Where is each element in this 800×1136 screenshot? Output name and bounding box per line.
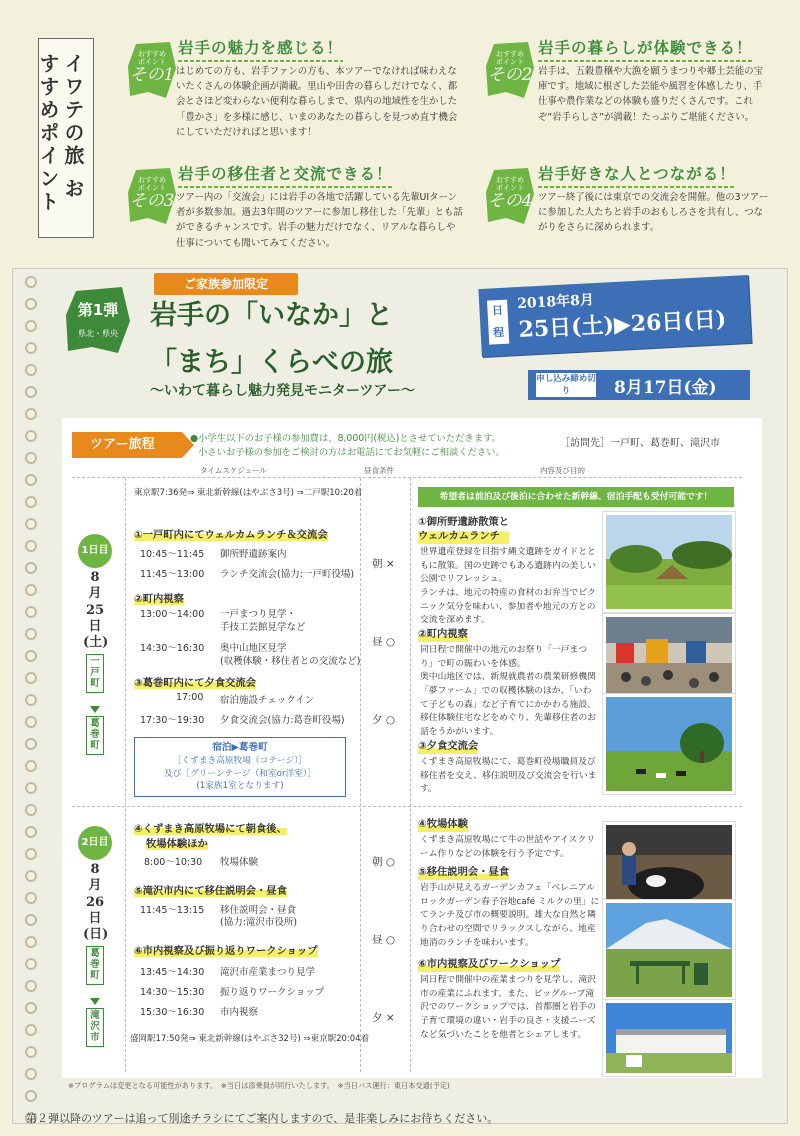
binder-ring: [25, 628, 37, 640]
photo-ruins-park: [603, 512, 735, 612]
visit-places: ［訪問先］一戸町、葛巻町、滝沢市: [560, 438, 720, 449]
content-head-6: ⑥市内視察及びワークショップ: [418, 958, 561, 970]
pasture-image: [606, 697, 732, 791]
binder-ring: [25, 716, 37, 728]
section-1: ①一戸町内にてウェルカムランチ＆交流会: [134, 526, 328, 541]
binder-ring: [25, 562, 37, 574]
content-head-2: ②町内視察: [418, 628, 468, 640]
stay-line: 及び［グリーンテージ（和室or洋室）］: [164, 768, 316, 779]
section-6: ⑥市内視察及び振り返りワークショップ: [134, 942, 318, 957]
day1-from: 一 戸 町: [86, 654, 104, 693]
badge-number: その1: [129, 65, 175, 86]
binder-ring: [25, 1002, 37, 1014]
content-body-1: 世界遺産登録を目指す縄文遺跡をガイドとともに散策。国の史跡でもある遺跡内の美しい公園でリフレッシュ。 ランチは、地元の特産の食材のお弁当でピクニック気分を味わい、参加者や地元の方との交流を深めます。: [420, 547, 596, 626]
side-title: イワテの旅 おすすめポイント: [38, 38, 94, 238]
col-schedule: タイムスケジュール: [200, 466, 267, 475]
section-3: ③葛巻町内にて夕食交流会: [134, 674, 256, 689]
binder-ring: [25, 936, 37, 948]
stay-line: ［くずまき高原牧場（コテージ）］: [172, 755, 308, 766]
price-note: [190, 432, 505, 461]
bottom-note: 第２弾以降のツアーは追って別途チラシにてご案内しますので、是非楽しみにお待ちください。: [26, 1112, 499, 1125]
col-meal: 昼食条件: [364, 466, 394, 475]
content-body-6: 同日程で開催中の産業まつりを見学し、滝沢市の産業にふれます。また、ビッグループ滝沢でのワークショップでは、首都圏と岩手の子育て環境の違い・岩手の良さ・支援ニーズなど気づいたことを他者とシェアします。: [420, 975, 597, 1040]
binder-ring: [25, 320, 37, 332]
binder-ring: [25, 804, 37, 816]
binder-ring: [25, 1024, 37, 1036]
meal-lunch: 昼 ○: [372, 934, 395, 946]
binder-ring: [25, 1046, 37, 1058]
binder-ring: [25, 738, 37, 750]
meal-breakfast: 朝 ×: [372, 558, 395, 570]
col-divider: [125, 478, 126, 1072]
day2-to: 滝 沢 市: [86, 1008, 104, 1047]
day1-date: 8 月 25 日 (土): [83, 570, 109, 650]
point-body-2: 岩手は、五穀豊穣や大漁を願うまつりや郷土芸能の宝庫です。地域に根ざした芸能や風習を体感したり、手仕事や農作業などの体験も盛りだくさんです。これぞ“岩手らしさ”が満載！たっぷりご堪能ください。: [538, 66, 764, 123]
schedule-box: [478, 275, 751, 357]
point-badge-3: [126, 166, 178, 226]
binder-ring: [25, 606, 37, 618]
binder-ring: [25, 980, 37, 992]
binder-ring: [25, 452, 37, 464]
footnote: ※プログラムは変更となる可能性があります。 ※当日は添乗員が同行いたします。 ※当日バス運行：東日本交通(予定): [68, 1081, 450, 1090]
col-divider: [360, 478, 361, 1072]
day1-badge: 1日目: [78, 534, 112, 568]
point-title-2: 岩手の暮らしが体験できる！: [538, 36, 753, 62]
badge-number: その4: [487, 191, 533, 212]
binder-ring: [25, 408, 37, 420]
binder-ring: [25, 672, 37, 684]
badge-number: その2: [487, 65, 533, 86]
green-notice: 希望者は前泊及び後泊に合わせた新幹線、宿泊手配も受付可能です！: [418, 487, 734, 507]
binder-ring: [25, 496, 37, 508]
itinerary-tag: ツアー旅程: [72, 432, 182, 458]
deadline-box: [528, 370, 750, 400]
section-4: ④くずまき高原牧場にて朝食後、: [134, 820, 287, 835]
binder-ring: [25, 782, 37, 794]
binder-ring: [25, 760, 37, 772]
binder-ring: [25, 650, 37, 662]
point-title-3: 岩手の移住者と交流できる！: [178, 162, 393, 188]
photo-pasture: [603, 694, 735, 794]
price-note-2: 小さいお子様の参加をご検討の方はお電話にてお気軽にご相談ください。: [198, 447, 505, 459]
binder-ring: [25, 364, 37, 376]
point-title-4: 岩手好きな人とつながる！: [538, 162, 736, 188]
content-head-5: ⑤移住説明会・昼食: [418, 866, 510, 878]
train-outbound: 東京駅7:36発⇒ 東北新幹線(はやぶさ3号) ⇒二戸駅10:20着: [134, 488, 363, 498]
point-body-3: ツアー内の「交流会」には岩手の各地で活躍している先輩UIターン者が多数参加。過去3年間のツアーに参加し移住した「先輩」とも話ができるチャンスです。岩手の魅力だけでなく、リアルな暮らしや仕事についても聞いてみてください。: [176, 192, 463, 249]
content-body-3: くずまき高原牧場にて、葛巻町役場職員及び移住者を交え、移住説明及び交流会を行います。: [420, 757, 597, 795]
binder-ring: [25, 914, 37, 926]
binder-ring: [25, 474, 37, 486]
section-5: ⑤滝沢市内にて移住説明会・昼食: [134, 882, 287, 897]
point-body-1: はじめての方も、岩手ファンの方も、本ツアーでなければ味わえないたくさんの体験企画が満載。里山や田舎の暮らしだけでなく、都会とさほど変わらない便利な暮らしまで、県内の地域性を生かした「豊かさ」を多様に感じ、いまのあなたの暮らしを見つめ直す機会にしていただければと思います！: [176, 66, 458, 138]
binder-ring: [25, 518, 37, 530]
meal-dinner: 夕 ×: [372, 1012, 395, 1024]
day1-to: 葛 巻 町: [86, 716, 104, 755]
point-body-4: ツアー終了後には東京での交流会を開催。他の3ツアーに参加した人たちと岩手のおもしろさを共有し、つながりをさらに深められます。: [538, 192, 769, 234]
stay-line: (1家族1室となります): [196, 781, 284, 792]
recommend-section: [0, 0, 800, 265]
content-head-4: ④牧場体験: [418, 818, 468, 830]
day-divider: [72, 806, 742, 807]
wave-badge: [64, 285, 132, 355]
content-body-5: 岩手山が見えるガーデンカフェ「ベレニアルロックガーデン春子谷地café ミルクの里」にてランチ及び市の概要説明。雄大な自然と隣り合わせの空間でリラックスしながら、地産地消のランチを味わいます。: [420, 883, 600, 948]
content-head-3: ③夕食交流会: [418, 740, 479, 752]
tour-title-2: 「まち」くらべの旅: [150, 347, 393, 378]
meal-lunch: 昼 ○: [372, 636, 395, 648]
badge-number: その3: [129, 191, 175, 212]
mountain-cafe-image: [606, 903, 732, 997]
point-badge-2: [484, 40, 536, 100]
binder-ring: [25, 276, 37, 288]
day2-date: 8 月 26 日 (日): [83, 862, 109, 942]
binder-rings: [25, 268, 39, 1124]
leaf-badge-icon: [64, 285, 132, 355]
binder-ring: [25, 342, 37, 354]
down-arrow-icon: [90, 998, 100, 1005]
binder-ring: [25, 1068, 37, 1080]
stay-title: 宿泊▶葛巻町: [212, 742, 268, 753]
date-label: 日程: [487, 300, 509, 345]
binder-ring: [25, 1090, 37, 1102]
photo-building: [603, 1000, 735, 1076]
binder-ring: [25, 826, 37, 838]
col-content: 内容及び目的: [540, 466, 585, 475]
section-2: ②町内視察: [134, 590, 184, 605]
family-tag: ご家族参加限定: [154, 273, 298, 295]
wave-number: 第1弾: [77, 301, 119, 319]
header-line: [72, 477, 742, 478]
badge-label: おすすめ ポイント: [495, 50, 525, 67]
binder-ring: [25, 694, 37, 706]
binder-ring: [25, 892, 37, 904]
deadline-label: 申し込み締め切り: [536, 374, 596, 396]
down-arrow-icon: [90, 706, 100, 713]
content-body-2: 同日程で開催中の地元のお祭り「一戸まつり」で町の賑わいを体感。 奥中山地区では、新規就農者の農業研修機関「夢ファーム」での収穫体験のほか、「いわて子どもの森」など子育てにかかわる施設、移住体験住宅などをめぐり、先輩移住者のお話をうかがいます。: [420, 645, 596, 737]
day2-badge: 2日目: [78, 826, 112, 860]
landscape-image: [606, 515, 732, 609]
wave-region: 県北・県央: [78, 329, 118, 338]
col-divider: [410, 478, 411, 1072]
binder-ring: [25, 958, 37, 970]
badge-label: おすすめ ポイント: [137, 50, 167, 67]
date-year: 2018年8月: [516, 292, 595, 313]
binder-ring: [25, 540, 37, 552]
point-badge-4: [484, 166, 536, 226]
photo-cafe: [603, 900, 735, 1000]
date-range: 25日(土)▶26日(日): [517, 306, 727, 344]
tour-title-1: 岩手の「いなか」と: [150, 300, 393, 331]
deadline-date: 8月17日(金): [614, 378, 717, 398]
meal-breakfast: 朝 ○: [372, 856, 395, 868]
binder-ring: [25, 386, 37, 398]
point-title-1: 岩手の魅力を感じる！: [178, 36, 343, 62]
binder-ring: [25, 870, 37, 882]
train-return: 盛岡駅17:50発⇒ 東北新幹線(はやぶさ32号) ⇒東京駅20:04着: [130, 1034, 370, 1044]
binder-ring: [25, 848, 37, 860]
badge-label: おすすめ ポイント: [495, 176, 525, 193]
day2-from: 葛 巻 町: [86, 946, 104, 985]
content-head-1: ①御所野遺跡散策と ウェルカムランチ: [418, 516, 510, 542]
price-note-1: ●小学生以下のお子様の参加費は、8,000円(税込)とさせていただきます。: [190, 433, 501, 444]
binder-ring: [25, 584, 37, 596]
section-4b: 牧場体験ほか: [146, 835, 208, 850]
stay-box: [134, 737, 346, 797]
meal-dinner: 夕 ○: [372, 714, 395, 726]
tour-subtitle: 〜いわて暮らし魅力発見モニターツアー〜: [150, 383, 416, 399]
content-body-4: くずまき高原牧場にて牛の世話やアイスクリーム作りなどの体験を行う予定です。: [420, 835, 596, 859]
binder-ring: [25, 298, 37, 310]
point-badge-1: [126, 40, 178, 100]
building-image: [606, 1003, 732, 1073]
binder-ring: [25, 430, 37, 442]
badge-label: おすすめ ポイント: [137, 176, 167, 193]
